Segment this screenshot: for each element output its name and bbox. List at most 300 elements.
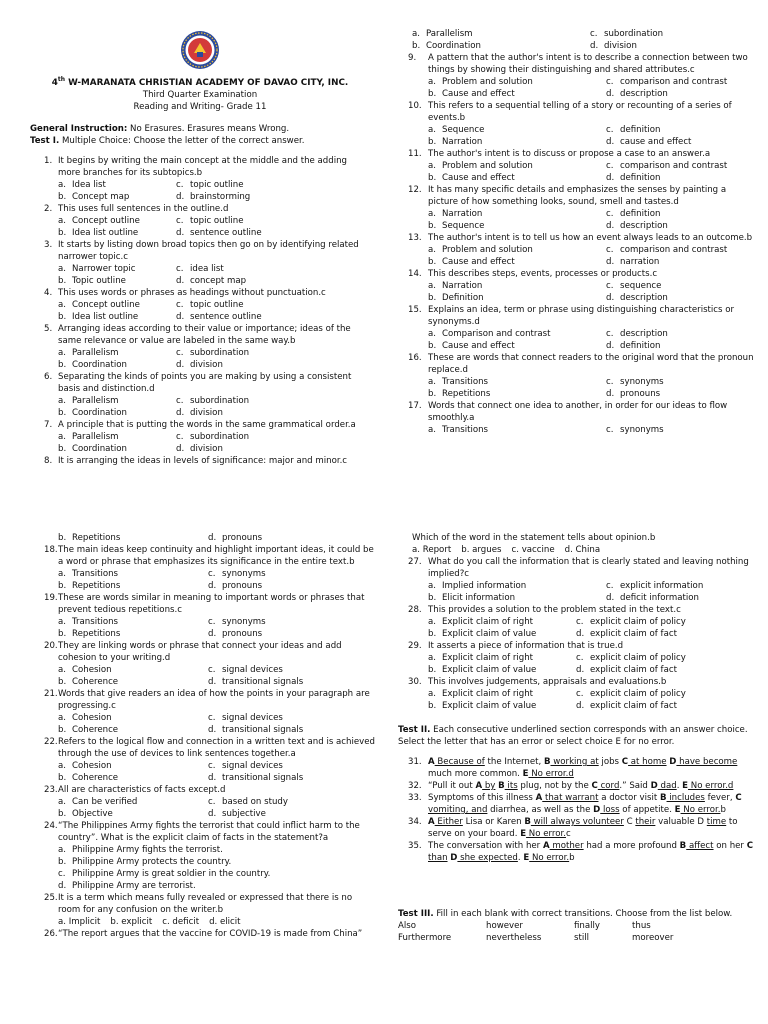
transition-word: moreover bbox=[632, 933, 674, 943]
q35-question: 35. The conversation with her A mother had a more profound B affect on her C than D she expected. E No error.b bbox=[408, 841, 754, 863]
option-a: a. Concept outline bbox=[58, 299, 140, 310]
question-number: 15. bbox=[408, 305, 422, 315]
subject-title: Reading and Writing- Grade 11 bbox=[133, 101, 267, 112]
q22-block bbox=[30, 736, 375, 784]
q23-block bbox=[30, 784, 375, 820]
transitions-list bbox=[398, 920, 758, 944]
option-b: b. Coordination bbox=[58, 443, 127, 454]
option-c: c. explicit claim of policy bbox=[576, 689, 686, 699]
question-text: A principle that is putting the words in the same grammatical order.a bbox=[58, 419, 356, 430]
option-d: d. description bbox=[606, 221, 668, 231]
option-b: b. Idea list outline bbox=[58, 311, 139, 322]
q7-options bbox=[44, 431, 370, 455]
option-d: d. Philippine Army are terrorist. bbox=[58, 881, 196, 891]
option-b: b. Cause and effect bbox=[428, 89, 515, 99]
option-b: b. Coordination bbox=[58, 359, 127, 370]
option-b: b. Coherence bbox=[58, 677, 119, 687]
option-c: c. explicit claim of policy bbox=[576, 653, 686, 663]
option-b: b. Coherence bbox=[58, 773, 119, 783]
question-number: 6. bbox=[44, 371, 53, 382]
option-b: b. Elicit information bbox=[428, 593, 516, 603]
q10-question bbox=[408, 100, 758, 124]
question-number: 8. bbox=[44, 455, 53, 466]
option-a: a. Transitions bbox=[58, 569, 119, 579]
q3-options bbox=[44, 263, 370, 287]
q22-options bbox=[30, 760, 375, 784]
q9-question bbox=[408, 52, 758, 76]
general-instruction: General Instruction: No Erasures. Erasures means Wrong. bbox=[30, 123, 290, 134]
option-c: c. subordination bbox=[176, 347, 250, 358]
question-text: This involves judgements, appraisals and evaluations.b bbox=[428, 677, 667, 687]
q15-block bbox=[408, 304, 758, 352]
option-c: c. comparison and contrast bbox=[606, 245, 728, 255]
q13-question bbox=[408, 232, 758, 244]
question-text: This uses full sentences in the outline.d bbox=[58, 203, 229, 214]
questions-27-to-30 bbox=[398, 556, 758, 712]
option-b: b. Idea list outline bbox=[58, 227, 139, 238]
option-d: d. transitional signals bbox=[208, 725, 304, 735]
option-c: c. topic outline bbox=[176, 299, 244, 310]
questions-9-to-17 bbox=[398, 52, 758, 436]
question-number: 2. bbox=[44, 203, 53, 214]
option-d: d. brainstorming bbox=[176, 191, 251, 202]
option-d: d. deficit information bbox=[606, 593, 699, 603]
q32-question: 32. “Pull it out A by B its plug, not by the C cord.” Said D dad. E No error.d bbox=[408, 781, 734, 791]
question-number: 25. bbox=[44, 893, 58, 903]
q15-options bbox=[414, 328, 758, 352]
option-d: d. definition bbox=[606, 173, 661, 183]
q19-question bbox=[30, 592, 375, 616]
questions-18-to-26 bbox=[30, 544, 375, 940]
q26-block bbox=[30, 928, 375, 940]
q6-options bbox=[44, 395, 370, 419]
option-c: c. vaccine bbox=[511, 545, 555, 555]
q7-question bbox=[44, 419, 370, 431]
question-text: It asserts a piece of information that is true.d bbox=[428, 641, 624, 651]
question-number: 22. bbox=[44, 737, 58, 747]
q29-block bbox=[408, 640, 758, 676]
option-c: c. description bbox=[606, 329, 668, 339]
option-c: c. Philippine Army is great soldier in the country. bbox=[58, 869, 271, 879]
option-b: b. Repetitions bbox=[58, 533, 121, 543]
q5-question bbox=[44, 323, 370, 347]
exam-header bbox=[30, 74, 370, 113]
q28-question bbox=[408, 604, 758, 616]
question-number: 5. bbox=[44, 323, 53, 334]
school-seal-icon bbox=[180, 30, 220, 70]
q11-options bbox=[414, 160, 758, 184]
option-d: d. transitional signals bbox=[208, 773, 304, 783]
question-text: This provides a solution to the problem stated in the text.c bbox=[428, 605, 681, 615]
option-c: c. explicit information bbox=[606, 581, 704, 591]
q23-question bbox=[30, 784, 375, 796]
option-a: a. Cohesion bbox=[58, 761, 112, 771]
option-c: c. deficit bbox=[162, 917, 200, 927]
q7-block bbox=[44, 419, 370, 455]
option-a: a. Problem and solution bbox=[428, 245, 533, 255]
q25-options bbox=[30, 916, 375, 928]
option-a: a. Concept outline bbox=[58, 215, 140, 226]
transition-word: finally bbox=[574, 921, 600, 931]
q23-options bbox=[30, 796, 375, 820]
option-a: a. Narration bbox=[428, 281, 483, 291]
question-number: 19. bbox=[44, 593, 58, 603]
question-number: 30. bbox=[408, 677, 422, 687]
option-a: a. Problem and solution bbox=[428, 77, 533, 87]
option-d: d. explicit claim of fact bbox=[576, 665, 677, 675]
q6-block bbox=[44, 371, 370, 419]
option-a: a. Philippine Army fights the terrorist. bbox=[58, 845, 223, 855]
option-c: c. signal devices bbox=[208, 713, 283, 723]
question-text: This describes steps, events, processes or products.c bbox=[428, 269, 658, 279]
option-a: a. Implied information bbox=[428, 581, 527, 591]
option-c: c. explicit claim of policy bbox=[576, 617, 686, 627]
question-text: “The report argues that the vaccine for COVID-19 is made from China” bbox=[58, 929, 363, 939]
question-text: These are words that connect readers to the original word that the pronoun replace.d bbox=[428, 353, 754, 375]
test2-heading: Test II. Each consecutive underlined section corresponds with an answer choice. Select the letter that has an error or select choice E for no error. bbox=[398, 725, 748, 747]
q19-block bbox=[30, 592, 375, 640]
q3-block bbox=[44, 239, 370, 287]
school-name: 4th W-MARANATA CHRISTIAN ACADEMY OF DAVAO CITY, INC. bbox=[51, 76, 349, 88]
transition-word: Furthermore bbox=[398, 933, 452, 943]
q5-block bbox=[44, 323, 370, 371]
option-a: a. Parallelism bbox=[412, 29, 473, 39]
q2-options bbox=[44, 215, 370, 239]
test2-section bbox=[398, 724, 758, 864]
option-b: b. Cause and effect bbox=[428, 257, 515, 267]
q9-block bbox=[408, 52, 758, 100]
option-d: d. division bbox=[176, 443, 223, 454]
option-b: b. Coherence bbox=[58, 725, 119, 735]
question-number: 28. bbox=[408, 605, 422, 615]
page-top-right-column bbox=[398, 28, 758, 436]
q20-question bbox=[30, 640, 375, 664]
option-a: a. Explicit claim of right bbox=[428, 617, 534, 627]
option-b: b. Repetitions bbox=[58, 581, 121, 591]
test3-section bbox=[398, 908, 758, 944]
option-d: d. pronouns bbox=[208, 629, 263, 639]
option-b: b. Explicit claim of value bbox=[428, 701, 537, 711]
q16-block bbox=[408, 352, 758, 400]
option-b: b. Sequence bbox=[428, 221, 485, 231]
q16-options bbox=[414, 376, 758, 400]
option-a: a. Comparison and contrast bbox=[428, 329, 551, 339]
option-d: d. cause and effect bbox=[606, 137, 692, 147]
option-d: d. explicit claim of fact bbox=[576, 701, 677, 711]
question-number: 11. bbox=[408, 149, 422, 159]
q13-options bbox=[414, 244, 758, 268]
question-text: It starts by listing down broad topics then go on by identifying related narrower topic.c bbox=[58, 239, 359, 262]
q11-block bbox=[408, 148, 758, 184]
question-text: Words that give readers an idea of how the points in your paragraph are progressing.c bbox=[58, 689, 370, 711]
question-text: These are words similar in meaning to important words or phrases that prevent tedious repetitions.c bbox=[58, 593, 365, 615]
question-text: It has many specific details and emphasizes the senses by painting a picture of how something looks, sound, smell and tastes.d bbox=[428, 185, 727, 207]
page-top-left-column bbox=[30, 30, 370, 467]
question-text: The main ideas keep continuity and highlight important ideas, it could be a word or phrase that emphasizes its significance in the entire text.b bbox=[58, 545, 374, 567]
q16-question bbox=[408, 352, 758, 376]
q13-block bbox=[408, 232, 758, 268]
q30-options bbox=[414, 688, 758, 712]
q28-options bbox=[414, 616, 758, 640]
q18-options bbox=[30, 568, 375, 592]
option-b: b. explicit bbox=[110, 917, 153, 927]
q17-options bbox=[414, 424, 758, 436]
question-text: This uses words or phrases as headings without punctuation.c bbox=[58, 287, 326, 298]
q27-block bbox=[408, 556, 758, 604]
option-a: a. Narrower topic bbox=[58, 263, 136, 274]
q8-options bbox=[398, 28, 758, 52]
q12-block bbox=[408, 184, 758, 232]
option-b: b. Topic outline bbox=[58, 275, 126, 286]
question-number: 35. bbox=[408, 841, 422, 851]
question-text: “The Philippines Army fights the terrorist that could inflict harm to the country”. What is the explicit claim of facts in the statement?a bbox=[58, 821, 360, 843]
option-d: d. pronouns bbox=[208, 533, 263, 543]
q17-options-continued bbox=[30, 532, 375, 544]
option-d: d. transitional signals bbox=[208, 677, 304, 687]
questions-1-to-8 bbox=[30, 155, 370, 467]
q25-question bbox=[30, 892, 375, 916]
question-text: This refers to a sequential telling of a story or recounting of a series of events.b bbox=[428, 101, 732, 123]
option-a: a. Explicit claim of right bbox=[428, 653, 534, 663]
option-a: a. Parallelism bbox=[58, 347, 119, 358]
option-c: c. based on study bbox=[208, 797, 288, 807]
option-c: c. subordination bbox=[590, 29, 664, 39]
option-b: b. Explicit claim of value bbox=[428, 665, 537, 675]
transition-word: however bbox=[486, 921, 523, 931]
q5-options bbox=[44, 347, 370, 371]
q4-question bbox=[44, 287, 370, 299]
q10-block bbox=[408, 100, 758, 148]
question-text: What do you call the information that is clearly stated and leaving nothing implied?c bbox=[428, 557, 749, 579]
option-c: c. synonyms bbox=[606, 377, 664, 387]
option-d: d. pronouns bbox=[606, 389, 661, 399]
q26-options bbox=[398, 544, 758, 556]
q30-question bbox=[408, 676, 758, 688]
question-number: 13. bbox=[408, 233, 422, 243]
option-d: d. sentence outline bbox=[176, 311, 262, 322]
option-a: a. Can be verified bbox=[58, 797, 138, 807]
option-c: c. synonyms bbox=[208, 617, 266, 627]
option-b: b. Philippine Army protects the country. bbox=[58, 857, 232, 867]
option-b: b. Coordination bbox=[58, 407, 127, 418]
question-text: All are characteristics of facts except.d bbox=[58, 785, 226, 795]
q25-block bbox=[30, 892, 375, 928]
q18-question bbox=[30, 544, 375, 568]
q33-question: 33. Symptoms of this illness A that warrant a doctor visit B includes fever, C vomiting, and diarrhea, as well as the D loss of appetite. E No error.b bbox=[408, 793, 742, 815]
q26-continued: Which of the word in the statement tells about opinion.b bbox=[412, 533, 656, 543]
option-b: b. Explicit claim of value bbox=[428, 629, 537, 639]
q30-block bbox=[408, 676, 758, 712]
question-text: The author's intent is to discuss or propose a case to an answer.a bbox=[428, 149, 711, 159]
question-number: 26. bbox=[44, 929, 58, 939]
question-number: 17. bbox=[408, 401, 422, 411]
option-c: c. synonyms bbox=[606, 425, 664, 435]
q14-question bbox=[408, 268, 758, 280]
q8-block bbox=[44, 455, 370, 467]
option-a: a. Problem and solution bbox=[428, 161, 533, 171]
q1-block bbox=[44, 155, 370, 203]
option-c: c. signal devices bbox=[208, 761, 283, 771]
q21-block bbox=[30, 688, 375, 736]
question-number: 27. bbox=[408, 557, 422, 567]
option-d: d. subjective bbox=[208, 809, 266, 819]
question-number: 18. bbox=[44, 545, 58, 555]
option-c: c. synonyms bbox=[208, 569, 266, 579]
question-number: 24. bbox=[44, 821, 58, 831]
option-b: b. Repetitions bbox=[428, 389, 491, 399]
q24-block bbox=[30, 820, 375, 892]
questions-31-to-35 bbox=[398, 756, 758, 864]
question-number: 34. bbox=[408, 817, 422, 827]
option-a: a. Narration bbox=[428, 209, 483, 219]
question-number: 32. bbox=[408, 781, 422, 791]
question-number: 23. bbox=[44, 785, 58, 795]
q10-options bbox=[414, 124, 758, 148]
q18-block bbox=[30, 544, 375, 592]
page-bottom-left-column bbox=[30, 532, 375, 940]
exam-title: Third Quarter Examination bbox=[142, 89, 258, 100]
transition-word: thus bbox=[632, 921, 651, 931]
q26-question bbox=[30, 928, 375, 940]
question-number: 12. bbox=[408, 185, 422, 195]
option-b: b. Coordination bbox=[412, 41, 481, 51]
question-text: Arranging ideas according to their value or importance; ideas of the same relevance or value are labeled in the same way.b bbox=[58, 323, 351, 346]
option-d: d. description bbox=[606, 89, 668, 99]
question-number: 33. bbox=[408, 793, 422, 803]
option-c: c. idea list bbox=[176, 263, 224, 274]
option-d: d. description bbox=[606, 293, 668, 303]
q27-options bbox=[414, 580, 758, 604]
option-b: b. Cause and effect bbox=[428, 341, 515, 351]
q15-question bbox=[408, 304, 758, 328]
q31-question: 31. A Because of the Internet, B working at jobs C at home D have become much more common. E No error.d bbox=[408, 757, 738, 779]
option-d: d. sentence outline bbox=[176, 227, 262, 238]
option-d: d. concept map bbox=[176, 275, 247, 286]
question-number: 1. bbox=[44, 155, 53, 166]
q4-block bbox=[44, 287, 370, 323]
q12-question bbox=[408, 184, 758, 208]
option-d: d. pronouns bbox=[208, 581, 263, 591]
question-text: Explains an idea, term or phrase using distinguishing characteristics or synonyms.d bbox=[428, 305, 735, 327]
question-number: 9. bbox=[408, 53, 417, 63]
q8-question bbox=[44, 455, 370, 467]
question-text: A pattern that the author's intent is to describe a connection between two things by showing their distinguishing and shared attributes.c bbox=[428, 53, 748, 75]
option-d: d. China bbox=[564, 545, 601, 555]
q21-options bbox=[30, 712, 375, 736]
transition-word: still bbox=[574, 933, 590, 943]
question-text: It is a term which means fully revealed or expressed that there is no room for any confusion on the writer.b bbox=[58, 893, 353, 915]
question-text: It is arranging the ideas in levels of significance: major and minor.c bbox=[58, 455, 348, 466]
question-text: Words that connect one idea to another, in order for our ideas to flow smoothly.a bbox=[428, 401, 728, 423]
option-b: b. Concept map bbox=[58, 191, 130, 202]
q17-block bbox=[408, 400, 758, 436]
test3-heading: Test III. Fill in each blank with correct transitions. Choose from the list below. bbox=[398, 909, 733, 919]
option-a: a. Cohesion bbox=[58, 713, 112, 723]
q12-options bbox=[414, 208, 758, 232]
question-number: 20. bbox=[44, 641, 58, 651]
option-b: b. Objective bbox=[58, 809, 113, 819]
question-number: 3. bbox=[44, 239, 53, 250]
q22-question bbox=[30, 736, 375, 760]
option-d: d. division bbox=[590, 41, 637, 51]
q20-options bbox=[30, 664, 375, 688]
q14-block bbox=[408, 268, 758, 304]
question-number: 4. bbox=[44, 287, 53, 298]
question-number: 29. bbox=[408, 641, 422, 651]
q6-question bbox=[44, 371, 370, 395]
q21-question bbox=[30, 688, 375, 712]
q34-question: 34. A Either Lisa or Karen B will always volunteer C their valuable D time to serve on your board. E No error.c bbox=[408, 817, 738, 839]
option-a: a. Cohesion bbox=[58, 665, 112, 675]
question-text: They are linking words or phrase that connect your ideas and add cohesion to your writing.d bbox=[58, 641, 342, 663]
option-b: b. argues bbox=[461, 545, 502, 555]
option-c: c. comparison and contrast bbox=[606, 161, 728, 171]
q11-question bbox=[408, 148, 758, 160]
option-b: b. Narration bbox=[428, 137, 483, 147]
q14-options bbox=[414, 280, 758, 304]
q3-question bbox=[44, 239, 370, 263]
q1-options bbox=[44, 179, 370, 203]
option-d: d. narration bbox=[606, 257, 660, 267]
option-b: b. Definition bbox=[428, 293, 484, 303]
question-number: 14. bbox=[408, 269, 422, 279]
question-number: 16. bbox=[408, 353, 422, 363]
q9-options bbox=[414, 76, 758, 100]
option-c: c. subordination bbox=[176, 431, 250, 442]
option-d: d. explicit claim of fact bbox=[576, 629, 677, 639]
option-c: c. signal devices bbox=[208, 665, 283, 675]
question-text: The author's intent is to tell us how an event always leads to an outcome.b bbox=[428, 233, 753, 243]
q1-question bbox=[44, 155, 370, 179]
option-c: c. definition bbox=[606, 125, 661, 135]
option-d: d. elicit bbox=[209, 917, 241, 927]
question-number: 7. bbox=[44, 419, 53, 430]
option-a: a. Parallelism bbox=[58, 431, 119, 442]
option-d: d. definition bbox=[606, 341, 661, 351]
option-a: a. Transitions bbox=[428, 425, 489, 435]
option-d: d. division bbox=[176, 359, 223, 370]
option-c: c. topic outline bbox=[176, 179, 244, 190]
question-number: 31. bbox=[408, 757, 422, 767]
question-text: Separating the kinds of points you are making by using a consistent basis and distinction.d bbox=[58, 371, 352, 394]
option-d: d. division bbox=[176, 407, 223, 418]
q4-options bbox=[44, 299, 370, 323]
option-b: b. Repetitions bbox=[58, 629, 121, 639]
option-a: a. Explicit claim of right bbox=[428, 689, 534, 699]
q2-block bbox=[44, 203, 370, 239]
option-b: b. Cause and effect bbox=[428, 173, 515, 183]
option-a: a. Implicit bbox=[58, 917, 101, 927]
option-c: c. definition bbox=[606, 209, 661, 219]
option-c: c. topic outline bbox=[176, 215, 244, 226]
q29-question bbox=[408, 640, 758, 652]
page-bottom-right-column bbox=[398, 532, 758, 944]
option-a: a. Transitions bbox=[428, 377, 489, 387]
option-c: c. subordination bbox=[176, 395, 250, 406]
q19-options bbox=[30, 616, 375, 640]
option-a: a. Transitions bbox=[58, 617, 119, 627]
transition-word: Also bbox=[398, 921, 417, 931]
test1-heading: Test I. Multiple Choice: Choose the letter of the correct answer. bbox=[30, 135, 305, 146]
q20-block bbox=[30, 640, 375, 688]
question-text: Refers to the logical flow and connection in a written text and is achieved through the use of devices to link sentences together.a bbox=[58, 737, 375, 759]
option-c: c. sequence bbox=[606, 281, 662, 291]
q2-question bbox=[44, 203, 370, 215]
option-a: a. Sequence bbox=[428, 125, 485, 135]
option-a: a. Report bbox=[412, 545, 452, 555]
option-a: a. Parallelism bbox=[58, 395, 119, 406]
q28-block bbox=[408, 604, 758, 640]
